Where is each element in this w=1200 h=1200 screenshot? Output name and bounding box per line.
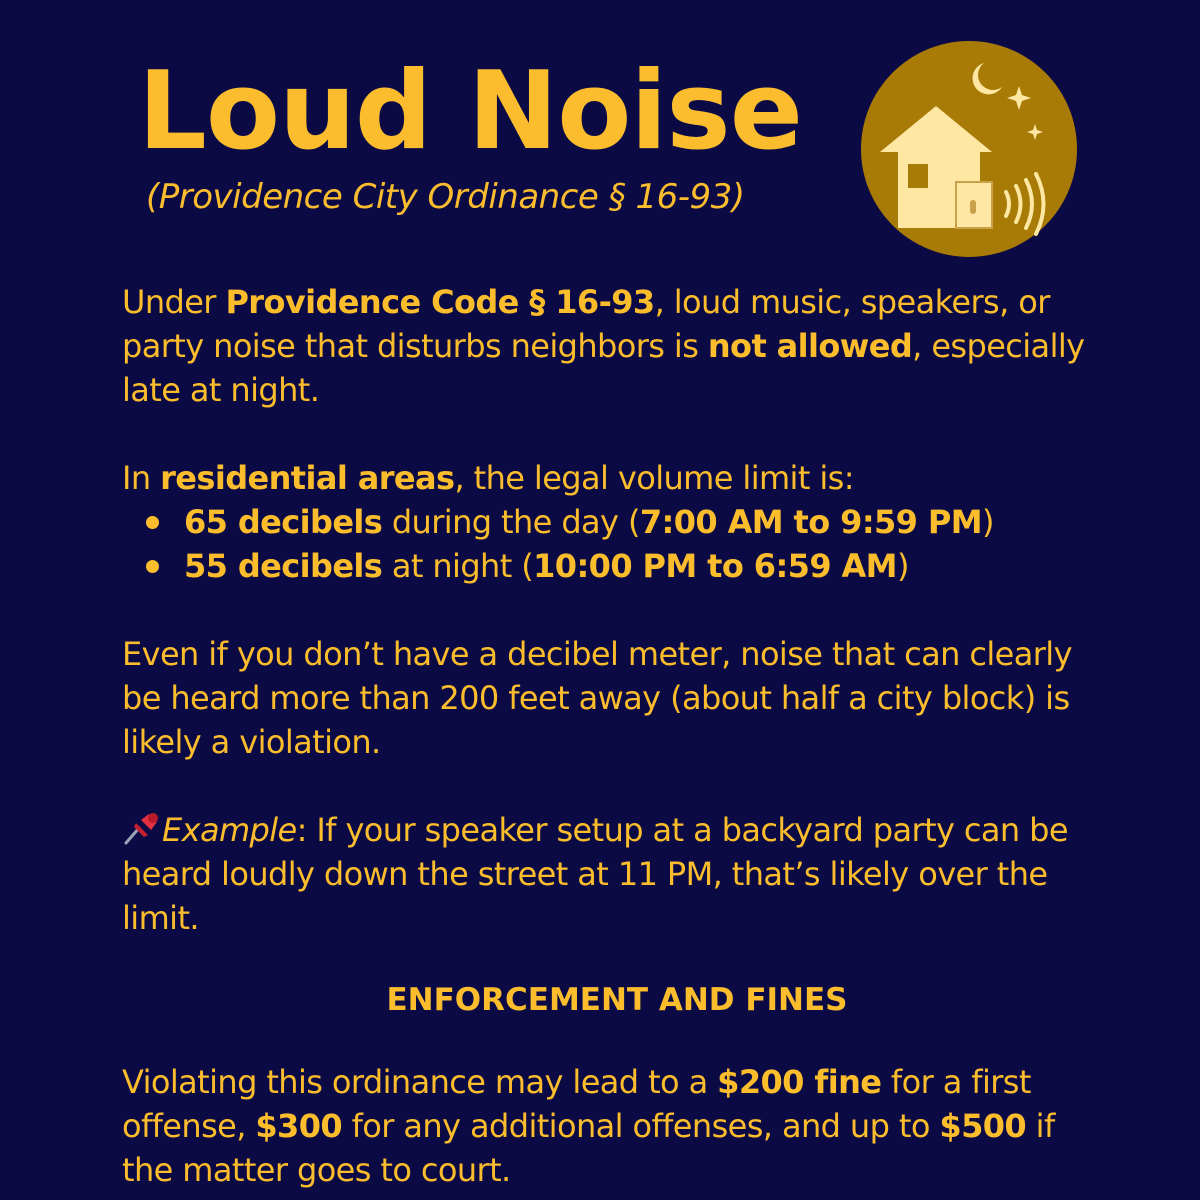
list-item: 65 decibels during the day (7:00 AM to 9:59 PM) — [122, 500, 1112, 544]
limits-intro-paragraph: In residential areas, the legal volume limit is: — [122, 459, 854, 497]
house-moon-sound-icon — [860, 40, 1078, 258]
page-title: Loud Noise — [138, 49, 802, 174]
page-subtitle: (Providence City Ordinance § 16-93) — [146, 177, 745, 217]
enforcement-heading: ENFORCEMENT AND FINES — [386, 982, 848, 1018]
list-item: 55 decibels at night (10:00 PM to 6:59 AM) — [122, 544, 1112, 588]
residential-areas-emphasis: residential areas — [160, 459, 455, 497]
meter-paragraph: Even if you don’t have a decibel meter, noise that can clearly be heard more than 200 feet away (about half a city block) is likely a violation. — [122, 635, 1072, 761]
code-reference: Providence Code § 16-93 — [225, 283, 655, 321]
content-body — [122, 280, 1112, 1192]
pushpin-icon — [122, 809, 162, 845]
not-allowed-emphasis: not allowed — [707, 327, 913, 365]
fines-paragraph: Violating this ordinance may lead to a $200 fine for a first offense, $300 for any additional offenses, and up to $500 if the matter goes to court. — [122, 1063, 1055, 1189]
example-paragraph: Example: If your speaker setup at a backyard party can be heard loudly down the street at 11 PM, that’s likely over the limit. — [122, 811, 1068, 937]
intro-paragraph: Under Providence Code § 16-93, loud music, speakers, or party noise that disturbs neighbors is not allowed, especially late at night. — [122, 283, 1085, 409]
limits-list — [122, 500, 1112, 588]
